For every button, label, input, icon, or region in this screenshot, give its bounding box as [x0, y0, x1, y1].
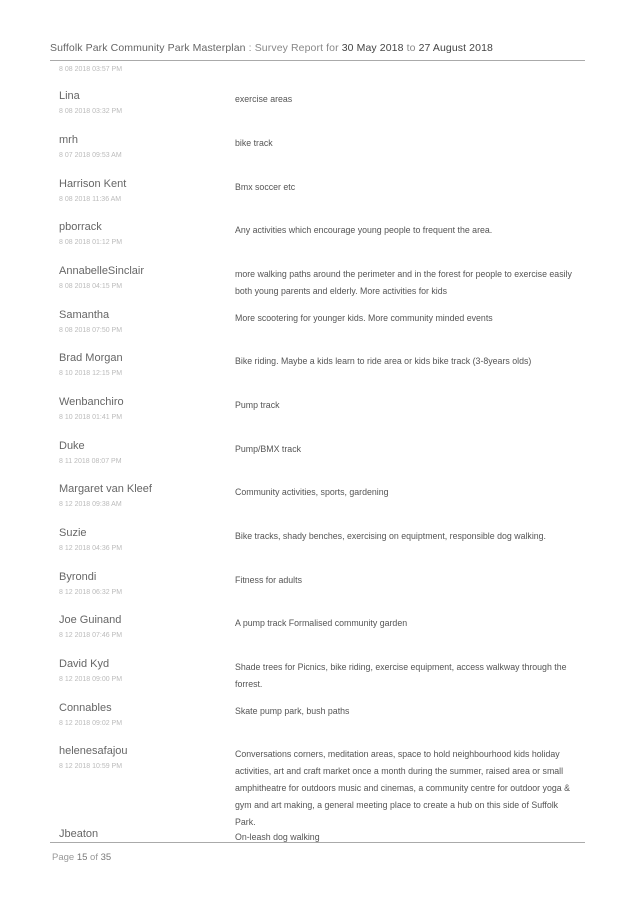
response-date: 8 12 2018 07:46 PM [59, 632, 123, 639]
response-text: Conversations corners, meditation areas, space to hold neighbourhood kids holiday activities, art and craft market once a month during the summer, raised area or small amphitheatre for outdoors music and cinemas, a community centre for outdoor yoga & gym and art making, a general meeting place to create a hub on this side of Suffolk Park. [235, 749, 570, 827]
to-word: to [406, 42, 416, 54]
response-date: 8 08 2018 01:12 PM [59, 239, 123, 246]
respondent-name: pborrack [59, 221, 102, 233]
respondent-name: Harrison Kent [59, 178, 127, 190]
response-text: Bike riding. Maybe a kids learn to ride area or kids bike track (3-8years olds) [235, 356, 532, 366]
response-date: 8 08 2018 11:36 AM [59, 196, 122, 203]
of-word: of [90, 852, 98, 863]
response-text: Pump track [235, 400, 280, 410]
response-date: 8 12 2018 06:32 PM [59, 589, 123, 596]
respondent-name: Wenbanchiro [59, 396, 124, 408]
respondent-name: Suzie [59, 527, 87, 539]
response-date: 8 12 2018 09:02 PM [59, 720, 123, 727]
page-header [50, 42, 584, 54]
response-date: 8 08 2018 03:32 PM [59, 108, 123, 115]
response-text: bike track [235, 138, 273, 148]
response-date: 8 12 2018 10:59 PM [59, 763, 123, 770]
respondent-name: Connables [59, 702, 112, 714]
respondent-name: David Kyd [59, 658, 110, 670]
page-number: 15 [76, 852, 88, 863]
report-label: Survey Report for [254, 42, 339, 54]
footer-divider [50, 842, 585, 843]
response-date: 8 08 2018 04:15 PM [59, 283, 123, 290]
header-divider [50, 60, 585, 61]
response-text: Skate pump park, bush paths [235, 706, 350, 716]
response-text: A pump track Formalised community garden [235, 618, 408, 628]
page-label: Page [52, 852, 75, 863]
response-date: 8 12 2018 09:00 PM [59, 676, 123, 683]
response-date: 8 10 2018 12:15 PM [59, 370, 123, 377]
header-separator: : [248, 42, 252, 54]
response-text: Bmx soccer etc [235, 182, 296, 192]
response-date: 8 12 2018 04:36 PM [59, 545, 123, 552]
response-text: Shade trees for Picnics, bike riding, exercise equipment, access walkway through the forrest. [235, 662, 567, 689]
response-text: On-leash dog walking [235, 832, 320, 842]
response-date: 8 08 2018 07:50 PM [59, 327, 123, 334]
page-total: 35 [100, 852, 112, 863]
response-text: Any activities which encourage young people to frequent the area. [235, 225, 493, 235]
response-date: 8 12 2018 09:38 AM [59, 501, 122, 508]
start-date: 30 May 2018 [341, 42, 404, 54]
response-text: Pump/BMX track [235, 444, 301, 454]
respondent-name: Samantha [59, 309, 110, 321]
response-date: 8 10 2018 01:41 PM [59, 414, 123, 421]
project-title: Suffolk Park Community Park Masterplan [50, 42, 246, 54]
response-date: 8 07 2018 09:53 AM [59, 152, 122, 159]
response-text: Community activities, sports, gardening [235, 487, 389, 497]
respondent-name: mrh [59, 134, 78, 146]
end-date: 27 August 2018 [418, 42, 493, 54]
respondent-name: Margaret van Kleef [59, 483, 152, 495]
response-text: Fitness for adults [235, 575, 302, 585]
respondent-name: Brad Morgan [59, 352, 123, 364]
respondent-name: helenesafajou [59, 745, 128, 757]
respondent-name: Jbeaton [59, 828, 99, 840]
response-text: exercise areas [235, 94, 293, 104]
response-text: more walking paths around the perimeter and in the forest for people to exercise easily both young parents and elderly. More activities for kids [235, 269, 572, 296]
page-footer [52, 852, 111, 863]
respondent-name: Byrondi [59, 571, 97, 583]
previous-entry-date: 8 08 2018 03:57 PM [59, 66, 123, 73]
respondent-name: AnnabelleSinclair [59, 265, 144, 277]
respondent-name: Duke [59, 440, 85, 452]
response-date: 8 11 2018 08:07 PM [59, 458, 122, 465]
respondent-name: Lina [59, 90, 80, 102]
response-text: More scootering for younger kids. More community minded events [235, 313, 493, 323]
respondent-name: Joe Guinand [59, 614, 122, 626]
response-text: Bike tracks, shady benches, exercising on equiptment, responsible dog walking. [235, 531, 546, 541]
